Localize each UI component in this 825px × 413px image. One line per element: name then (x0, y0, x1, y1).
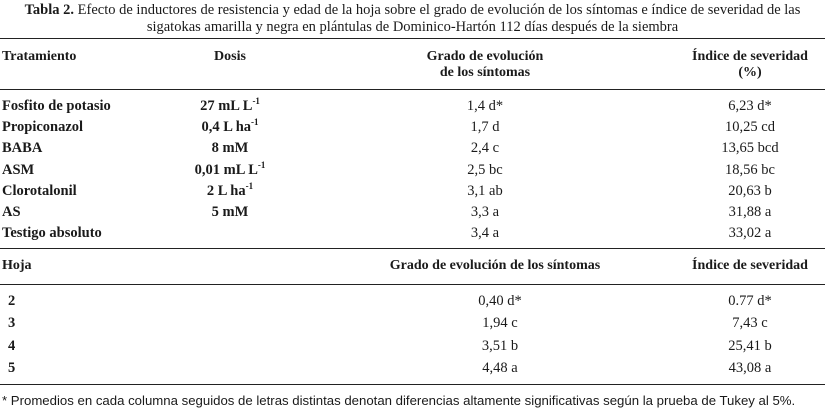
dosis-cell (180, 204, 280, 221)
grado-cell: 2,5 bc (467, 162, 503, 178)
grado-cell: 3,51 b (481, 338, 519, 354)
caption-label: Tabla 2. (24, 2, 75, 18)
caption-text-1: Efecto de inductores de resistencia y edad de la hoja sobre el grado de evolución de los síntomas e índice de severidad de las (77, 2, 801, 18)
mid-rule (0, 248, 825, 249)
caption-line-2: sigatokas amarilla y negra en plántulas de Dominico-Hartón 112 días después de la siembra (146, 19, 679, 35)
indice-cell: 31,88 a (728, 204, 772, 220)
tratamiento-cell: Propiconazol (2, 119, 84, 135)
grado-cell: 1,94 c (482, 315, 518, 331)
indice-cell: 43,08 a (728, 360, 772, 376)
indice-cell: 0.77 d* (728, 293, 772, 309)
indice-cell: 6,23 d* (728, 98, 772, 114)
footnote: * Promedios en cada columna seguidos de letras distintas denotan diferencias altamente significativas según la prueba de Tukey al 5%. (2, 393, 796, 408)
header-rule (0, 89, 825, 90)
hoja-cell: 4 (8, 338, 16, 354)
tratamiento-cell: BABA (2, 140, 43, 156)
hoja-cell: 5 (8, 360, 16, 376)
dosis-value: 2 L ha (206, 183, 246, 199)
header-indice-line1: Índice de severidad (692, 49, 808, 64)
dosis-cell (180, 98, 280, 115)
indice-cell: 33,02 a (728, 225, 772, 241)
bottom-rule (0, 384, 825, 385)
header-tratamiento: Tratamiento (2, 49, 77, 64)
dosis-value: 0,4 L ha (201, 119, 252, 135)
dosis-value: 0,01 mL L (194, 162, 258, 178)
grado-cell: 2,4 c (470, 140, 500, 156)
grado-cell: 1,7 d (470, 119, 500, 135)
indice-cell: 20,63 b (728, 183, 772, 199)
tratamiento-cell: AS (2, 204, 21, 220)
header-dosis: Dosis (214, 49, 246, 64)
dosis-cell (180, 119, 280, 136)
dosis-exponent: -1 (252, 96, 260, 106)
tratamiento-cell: ASM (2, 162, 35, 178)
header-indice-2: Índice de severidad (692, 258, 808, 273)
grado-cell: 1,4 d* (466, 98, 504, 114)
grado-cell: 4,48 a (482, 360, 518, 376)
caption-line-1 (0, 2, 825, 19)
hoja-cell: 2 (8, 293, 16, 309)
dosis-cell (180, 140, 280, 157)
dosis-value: 27 mL L (200, 98, 253, 114)
dosis-value: 5 mM (211, 204, 249, 220)
tratamiento-cell: Fosfito de potasio (2, 98, 111, 114)
header-rule-2 (0, 284, 825, 285)
dosis-exponent: -1 (245, 181, 254, 191)
dosis-cell (180, 162, 280, 179)
dosis-value: 8 mM (211, 140, 249, 156)
grado-cell: 3,3 a (470, 204, 500, 220)
tratamiento-cell: Clorotalonil (2, 183, 77, 199)
tratamiento-cell: Testigo absoluto (2, 225, 102, 241)
header-grado-line2: de los síntomas (439, 65, 531, 80)
indice-cell: 7,43 c (732, 315, 768, 331)
hoja-cell: 3 (8, 315, 16, 331)
header-grado-line1: Grado de evolución (426, 49, 544, 64)
grado-cell: 3,4 a (470, 225, 500, 241)
grado-cell: 0,40 d* (478, 293, 522, 309)
indice-cell: 18,56 bc (725, 162, 775, 178)
header-grado-2: Grado de evolución de los síntomas (389, 258, 601, 273)
table-caption (0, 2, 825, 36)
grado-cell: 3,1 ab (467, 183, 503, 199)
dosis-exponent: -1 (257, 160, 266, 170)
indice-cell: 13,65 bcd (721, 140, 779, 156)
dosis-exponent: -1 (251, 117, 259, 127)
header-hoja: Hoja (2, 258, 32, 273)
dosis-cell (180, 183, 280, 200)
top-rule (0, 38, 825, 39)
header-indice-line2: (%) (738, 65, 762, 80)
indice-cell: 10,25 cd (725, 119, 775, 135)
indice-cell: 25,41 b (728, 338, 772, 354)
